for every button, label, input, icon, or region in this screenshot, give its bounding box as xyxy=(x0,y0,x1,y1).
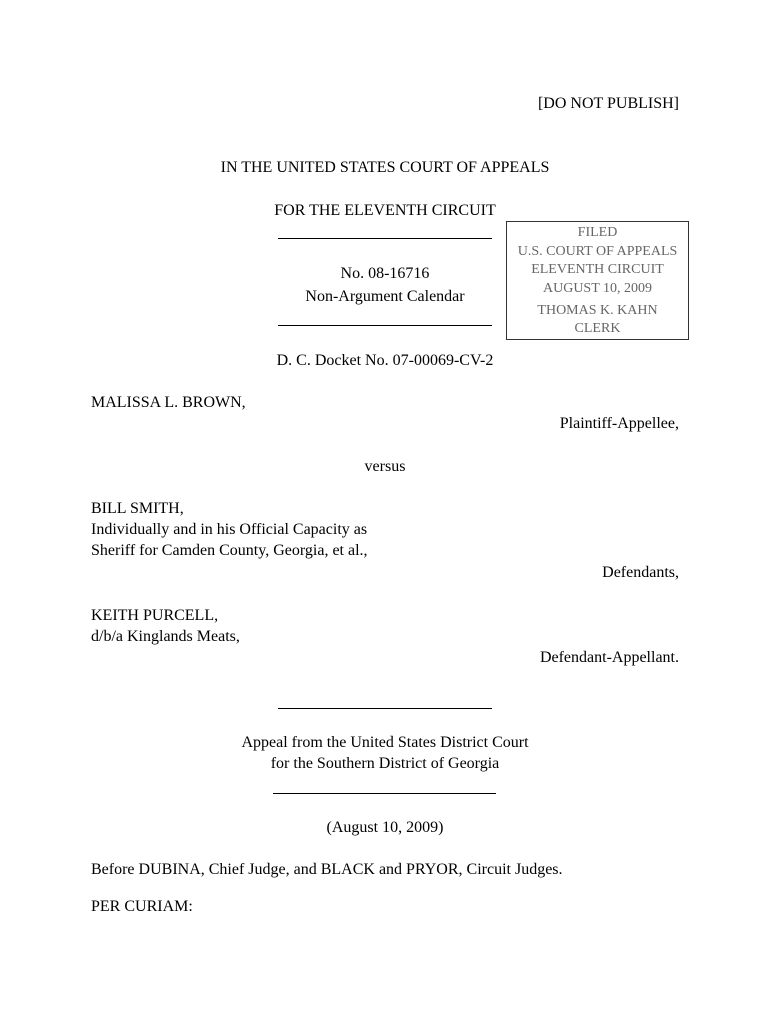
defendants-role: Defendants, xyxy=(602,564,679,581)
separator-rule xyxy=(278,238,492,239)
appellant-role: Defendant-Appellant. xyxy=(539,649,679,666)
filed-stamp-clerk-name: THOMAS K. KAHN xyxy=(537,303,658,318)
publish-notice: [DO NOT PUBLISH] xyxy=(537,95,679,112)
filed-stamp-circuit: ELEVENTH CIRCUIT xyxy=(531,262,664,277)
circuit-name: FOR THE ELEVENTH CIRCUIT xyxy=(274,202,496,219)
defendant-office: Sheriff for Camden County, Georgia, et al., xyxy=(91,542,368,559)
filed-stamp xyxy=(506,221,689,340)
separator-rule xyxy=(278,325,492,326)
court-name: IN THE UNITED STATES COURT OF APPEALS xyxy=(220,159,550,176)
appeal-origin: Appeal from the United States District Court xyxy=(241,734,529,751)
filed-stamp-court: U.S. COURT OF APPEALS xyxy=(517,244,678,259)
judges-panel: Before DUBINA, Chief Judge, and BLACK and PRYOR, Circuit Judges. xyxy=(91,861,563,878)
decision-date: (August 10, 2009) xyxy=(326,819,444,836)
separator-rule xyxy=(273,793,496,794)
defendant-name: BILL SMITH, xyxy=(91,500,184,517)
case-number: No. 08-16716 xyxy=(340,265,430,282)
docket-number: D. C. Docket No. 07-00069-CV-2 xyxy=(276,352,494,369)
filed-stamp-date: AUGUST 10, 2009 xyxy=(542,281,653,296)
filed-stamp-clerk-title: CLERK xyxy=(574,321,621,336)
plaintiff-name: MALISSA L. BROWN, xyxy=(91,394,246,411)
calendar-type: Non-Argument Calendar xyxy=(305,288,465,305)
appellant-dba: d/b/a Kinglands Meats, xyxy=(91,628,240,645)
versus-label: versus xyxy=(364,458,406,475)
appeal-district: for the Southern District of Georgia xyxy=(270,755,500,772)
separator-rule xyxy=(278,708,492,709)
plaintiff-role: Plaintiff-Appellee, xyxy=(559,415,679,432)
filed-stamp-label: FILED xyxy=(577,225,618,240)
appellant-name: KEITH PURCELL, xyxy=(91,607,219,624)
defendant-capacity: Individually and in his Official Capacity as xyxy=(91,521,368,538)
per-curiam-heading: PER CURIAM: xyxy=(91,898,193,915)
